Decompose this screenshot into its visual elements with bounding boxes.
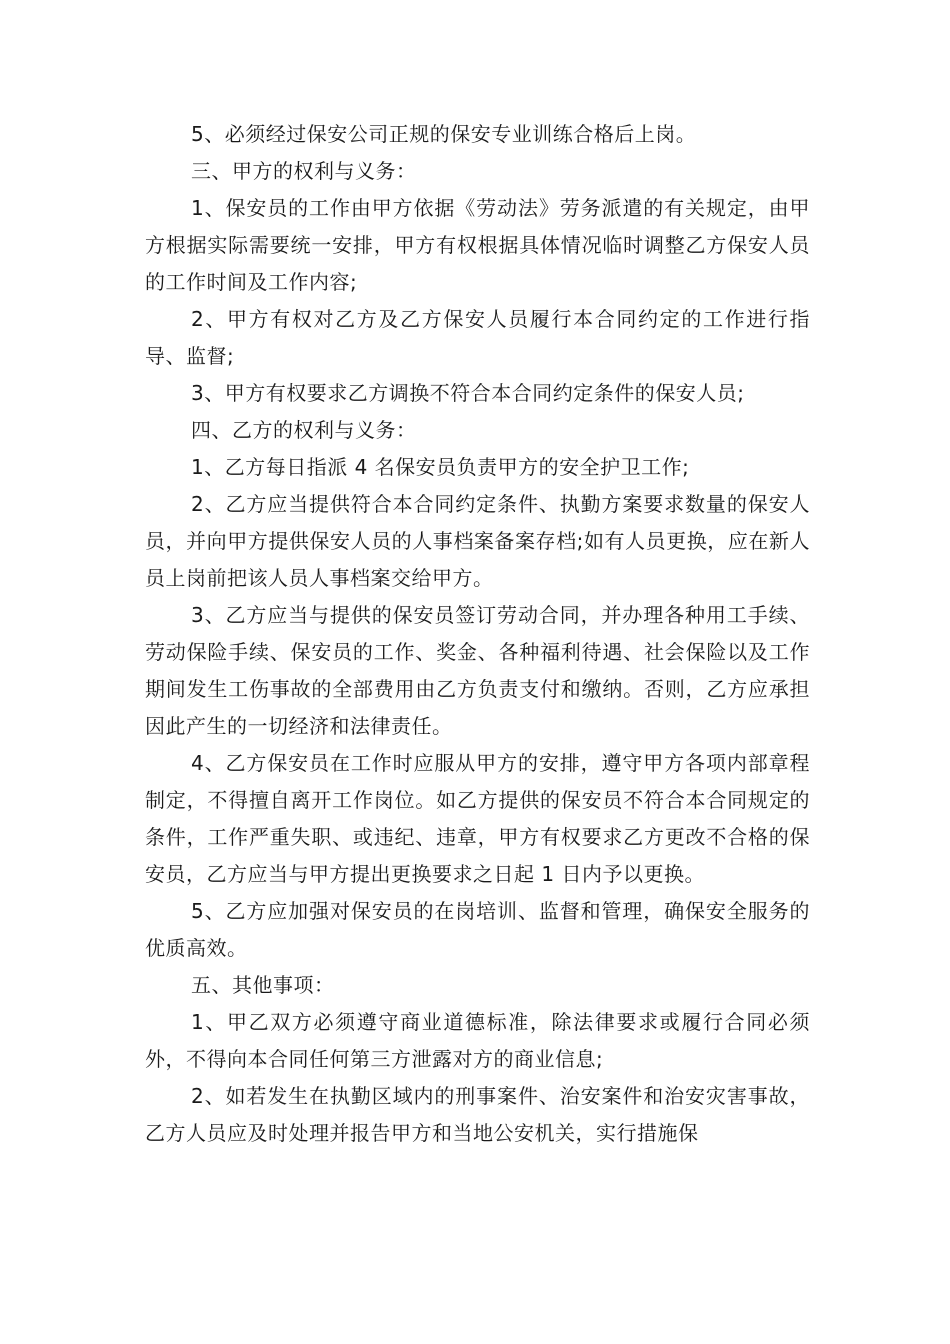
paragraph-party-a-clause-2: 2、甲方有权对乙方及乙方保安人员履行本合同约定的工作进行指导、监督;	[145, 307, 810, 368]
document-body	[145, 116, 810, 1152]
paragraph-party-b-clause-1: 1、乙方每日指派 4 名保安员负责甲方的安全护卫工作;	[191, 455, 690, 479]
section-heading-party-b-rights: 四、乙方的权利与义务：	[191, 418, 417, 442]
paragraph-party-a-clause-1: 1、保安员的工作由甲方依据《劳动法》劳务派遣的有关规定，由甲方根据实际需要统一安排，甲方有权根据具体情况临时调整乙方保安人员的工作时间及工作内容;	[145, 196, 810, 294]
section-heading-other-matters: 五、其他事项：	[191, 973, 335, 997]
paragraph-party-b-clause-3: 3、乙方应当与提供的保安员签订劳动合同，并办理各种用工手续、劳动保险手续、保安员的工作、奖金、各种福利待遇、社会保险以及工作期间发生工伤事故的全部费用由乙方负责支付和缴纳。否则，乙方应承担因此产生的一切经济和法律责任。	[145, 603, 810, 738]
paragraph-other-clause-2: 2、如若发生在执勤区域内的刑事案件、治安案件和治安灾害事故，乙方人员应及时处理并报告甲方和当地公安机关，实行措施保	[145, 1084, 810, 1145]
section-heading-party-a-rights: 三、甲方的权利与义务：	[191, 159, 417, 183]
paragraph-other-clause-1: 1、甲乙双方必须遵守商业道德标准，除法律要求或履行合同必须外，不得向本合同任何第三方泄露对方的商业信息;	[145, 1010, 810, 1071]
paragraph-party-a-clause-3: 3、甲方有权要求乙方调换不符合本合同约定条件的保安人员;	[191, 381, 745, 405]
paragraph-training-requirement: 5、必须经过保安公司正规的保安专业训练合格后上岗。	[191, 122, 697, 146]
paragraph-party-b-clause-5: 5、乙方应加强对保安员的在岗培训、监督和管理，确保安全服务的优质高效。	[145, 899, 810, 960]
paragraph-party-b-clause-4: 4、乙方保安员在工作时应服从甲方的安排，遵守甲方各项内部章程制定，不得擅自离开工作岗位。如乙方提供的保安员不符合本合同规定的条件，工作严重失职、或违纪、违章，甲方有权要求乙方更改不合格的保安员，乙方应当与甲方提出更换要求之日起 1 日内予以更换。	[145, 751, 810, 886]
paragraph-party-b-clause-2: 2、乙方应当提供符合本合同约定条件、执勤方案要求数量的保安人员，并向甲方提供保安人员的人事档案备案存档;如有人员更换，应在新人员上岗前把该人员人事档案交给甲方。	[145, 492, 810, 590]
